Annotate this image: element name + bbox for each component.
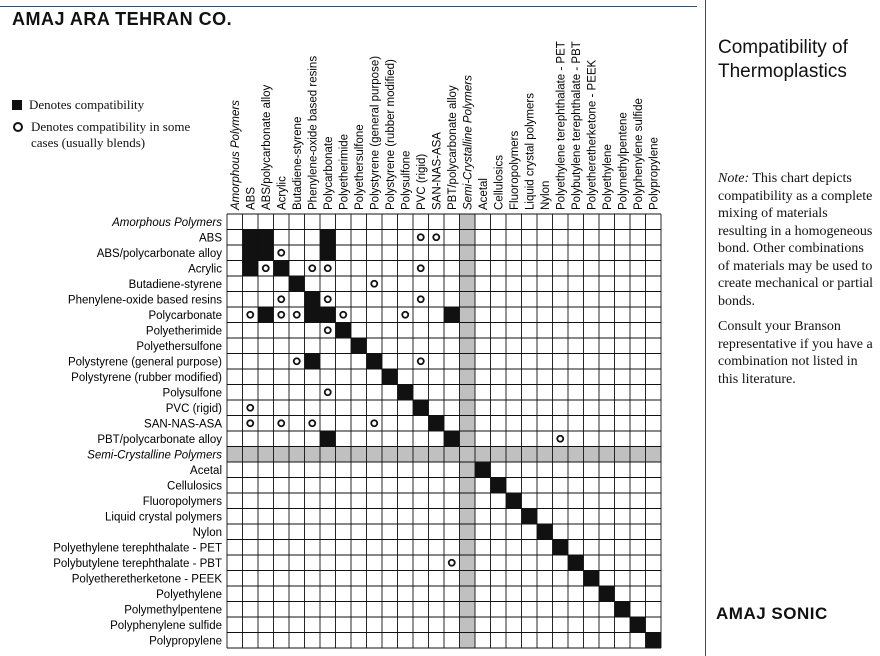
compat-partial-mark: [557, 436, 563, 442]
row-label: Butadiene-styrene: [128, 278, 222, 291]
compat-partial-mark: [309, 420, 315, 426]
compat-partial-mark: [340, 312, 346, 318]
company-name: AMAJ ARA TEHRAN CO.: [12, 9, 233, 29]
compat-partial-mark: [449, 560, 455, 566]
column-section-label: Semi-Crystalline Polymers: [462, 75, 475, 210]
compat-full-mark: [258, 307, 274, 323]
column-label: Phenylene-oxide based resins: [307, 55, 320, 210]
compat-partial-mark: [309, 265, 315, 271]
row-label: Polysulfone: [162, 387, 222, 400]
note-text: This chart depicts compatibility as a complete mixing of materials resulting in a homogeneous bond. Other combinations of materials may be used to create mechanical or partial bonds.: [718, 171, 874, 309]
compat-full-mark: [258, 230, 274, 246]
compat-full-mark: [568, 555, 584, 571]
row-label: ABS/polycarbonate alloy: [96, 247, 222, 260]
legend-full-label: Denotes compatibility: [29, 97, 145, 112]
compat-partial-mark: [402, 312, 408, 318]
row-label: Polybutylene terephthalate - PBT: [53, 557, 222, 570]
column-label: Polyethylene: [601, 144, 614, 210]
compat-full-mark: [444, 307, 460, 323]
column-label: Polypropylene: [648, 137, 661, 210]
column-label: Acetal: [477, 178, 490, 210]
compat-partial-mark: [278, 250, 284, 256]
column-label: Nylon: [539, 180, 552, 210]
row-label: Polyetherimide: [145, 325, 222, 338]
compat-full-mark: [243, 230, 259, 246]
compat-full-mark: [320, 230, 336, 246]
compat-full-mark: [491, 478, 507, 494]
compat-full-mark: [429, 416, 445, 432]
row-label: Polymethylpentene: [124, 604, 222, 617]
compat-full-mark: [351, 338, 367, 354]
compat-full-mark: [320, 307, 336, 323]
column-label: Polysulfone: [400, 150, 413, 210]
column-label: Polycarbonate: [322, 136, 335, 210]
compat-partial-mark: [371, 281, 377, 287]
row-section-label: Amorphous Polymers: [112, 216, 222, 229]
row-section-label: Semi-Crystalline Polymers: [87, 449, 222, 462]
compat-full-mark: [615, 602, 631, 618]
compat-partial-mark: [263, 265, 269, 271]
compat-partial-mark: [325, 327, 331, 333]
row-label: Polyethylene: [156, 588, 222, 601]
row-label: Polycarbonate: [148, 309, 222, 322]
column-label: Polystyrene (rubber modified): [384, 59, 397, 210]
consult-paragraph: Consult your Branson representative if you have a combination not listed in this literature.: [718, 319, 873, 387]
compat-partial-mark: [247, 312, 253, 318]
compat-full-mark: [506, 493, 522, 509]
compat-partial-mark: [418, 234, 424, 240]
column-label: Fluoropolymers: [508, 130, 521, 210]
compat-full-mark: [398, 385, 414, 401]
side-rule: [705, 0, 706, 656]
column-label: Polybutylene terephthalate - PBT: [570, 41, 583, 210]
compat-full-mark: [522, 509, 538, 525]
compat-partial-mark: [433, 234, 439, 240]
row-label: Polyetheretherketone - PEEK: [71, 573, 222, 586]
compat-full-mark: [475, 462, 491, 478]
compat-full-mark: [584, 571, 600, 587]
compat-partial-mark: [418, 296, 424, 302]
compat-full-mark: [320, 431, 336, 447]
row-label: Acrylic: [188, 263, 222, 276]
compat-full-mark: [599, 586, 615, 602]
row-label: Phenylene-oxide based resins: [67, 294, 222, 307]
compat-partial-mark: [325, 389, 331, 395]
compat-partial-mark: [294, 358, 300, 364]
compat-partial-mark: [418, 265, 424, 271]
row-label: Acetal: [190, 464, 222, 477]
compat-full-mark: [305, 307, 321, 323]
compat-full-mark: [444, 431, 460, 447]
compat-full-mark: [367, 354, 383, 370]
column-label: SAN-NAS-ASA: [431, 132, 444, 210]
compat-full-mark: [258, 245, 274, 261]
row-label: SAN-NAS-ASA: [144, 418, 222, 431]
row-label: Cellulosics: [167, 480, 222, 493]
column-label: Polyethylene terephthalate - PET: [555, 41, 568, 210]
note-paragraph: [718, 170, 876, 310]
row-label: ABS: [198, 232, 222, 245]
sidebar-title: Compatibility of Thermoplastics: [718, 37, 848, 82]
compat-partial-mark: [278, 296, 284, 302]
column-label: Liquid crystal polymers: [524, 93, 537, 210]
row-label: Fluoropolymers: [142, 495, 222, 508]
sidebar-note: [718, 170, 876, 396]
column-label: Cellulosics: [493, 155, 506, 210]
column-label: Polyetherimide: [338, 133, 351, 210]
compat-full-mark: [305, 292, 321, 308]
column-label: Polyphenylene sulfide: [632, 98, 645, 210]
compat-full-mark: [243, 261, 259, 277]
compat-full-mark: [537, 524, 553, 540]
column-label: Polyetheretherketone - PEEK: [586, 59, 599, 210]
row-label: Polyethersulfone: [136, 340, 222, 353]
row-label: PVC (rigid): [165, 402, 222, 415]
compat-full-mark: [274, 261, 290, 277]
compat-full-mark: [320, 245, 336, 261]
compat-full-mark: [305, 354, 321, 370]
column-label: Polyethersulfone: [353, 124, 366, 210]
compat-partial-mark: [247, 420, 253, 426]
column-label: PVC (rigid): [415, 153, 428, 210]
column-section-label: Amorphous Polymers: [229, 100, 242, 210]
compat-full-mark: [630, 617, 646, 633]
row-label: Polystyrene (general purpose): [67, 356, 222, 369]
column-label: Polymethylpentene: [617, 112, 630, 210]
compat-partial-mark: [418, 358, 424, 364]
compat-full-mark: [413, 400, 429, 416]
legend-partial-label: Denotes compatibility in some cases (usually blends): [31, 119, 191, 150]
compat-partial-mark: [325, 265, 331, 271]
column-label: Acrylic: [276, 176, 289, 210]
compat-partial-mark: [371, 420, 377, 426]
compat-full-mark: [553, 540, 569, 556]
compat-partial-mark: [278, 312, 284, 318]
compat-full-mark: [646, 633, 662, 649]
row-label: Polyphenylene sulfide: [110, 619, 222, 632]
row-label: Liquid crystal polymers: [105, 511, 222, 524]
footer-brand: AMAJ SONIC: [716, 604, 828, 623]
compat-full-mark: [289, 276, 305, 292]
note-label: Note:: [718, 171, 750, 186]
column-label: ABS: [245, 186, 258, 210]
column-label: Polystyrene (general purpose): [369, 55, 382, 210]
row-label: PBT/polycarbonate alloy: [97, 433, 222, 446]
compat-full-mark: [336, 323, 352, 339]
column-label: Butadiene-styrene: [291, 116, 304, 210]
compat-full-mark: [243, 245, 259, 261]
row-label: Polypropylene: [149, 635, 222, 648]
compat-full-mark: [382, 369, 398, 385]
column-label: ABS/polycarbonate alloy: [260, 84, 273, 210]
compat-partial-mark: [278, 420, 284, 426]
compat-partial-mark: [247, 405, 253, 411]
row-label: Polyethylene terephthalate - PET: [53, 542, 222, 555]
compat-partial-mark: [294, 312, 300, 318]
column-label: PBT/polycarbonate alloy: [446, 85, 459, 210]
row-label: Polystyrene (rubber modified): [71, 371, 222, 384]
row-label: Nylon: [192, 526, 222, 539]
compat-partial-mark: [325, 296, 331, 302]
